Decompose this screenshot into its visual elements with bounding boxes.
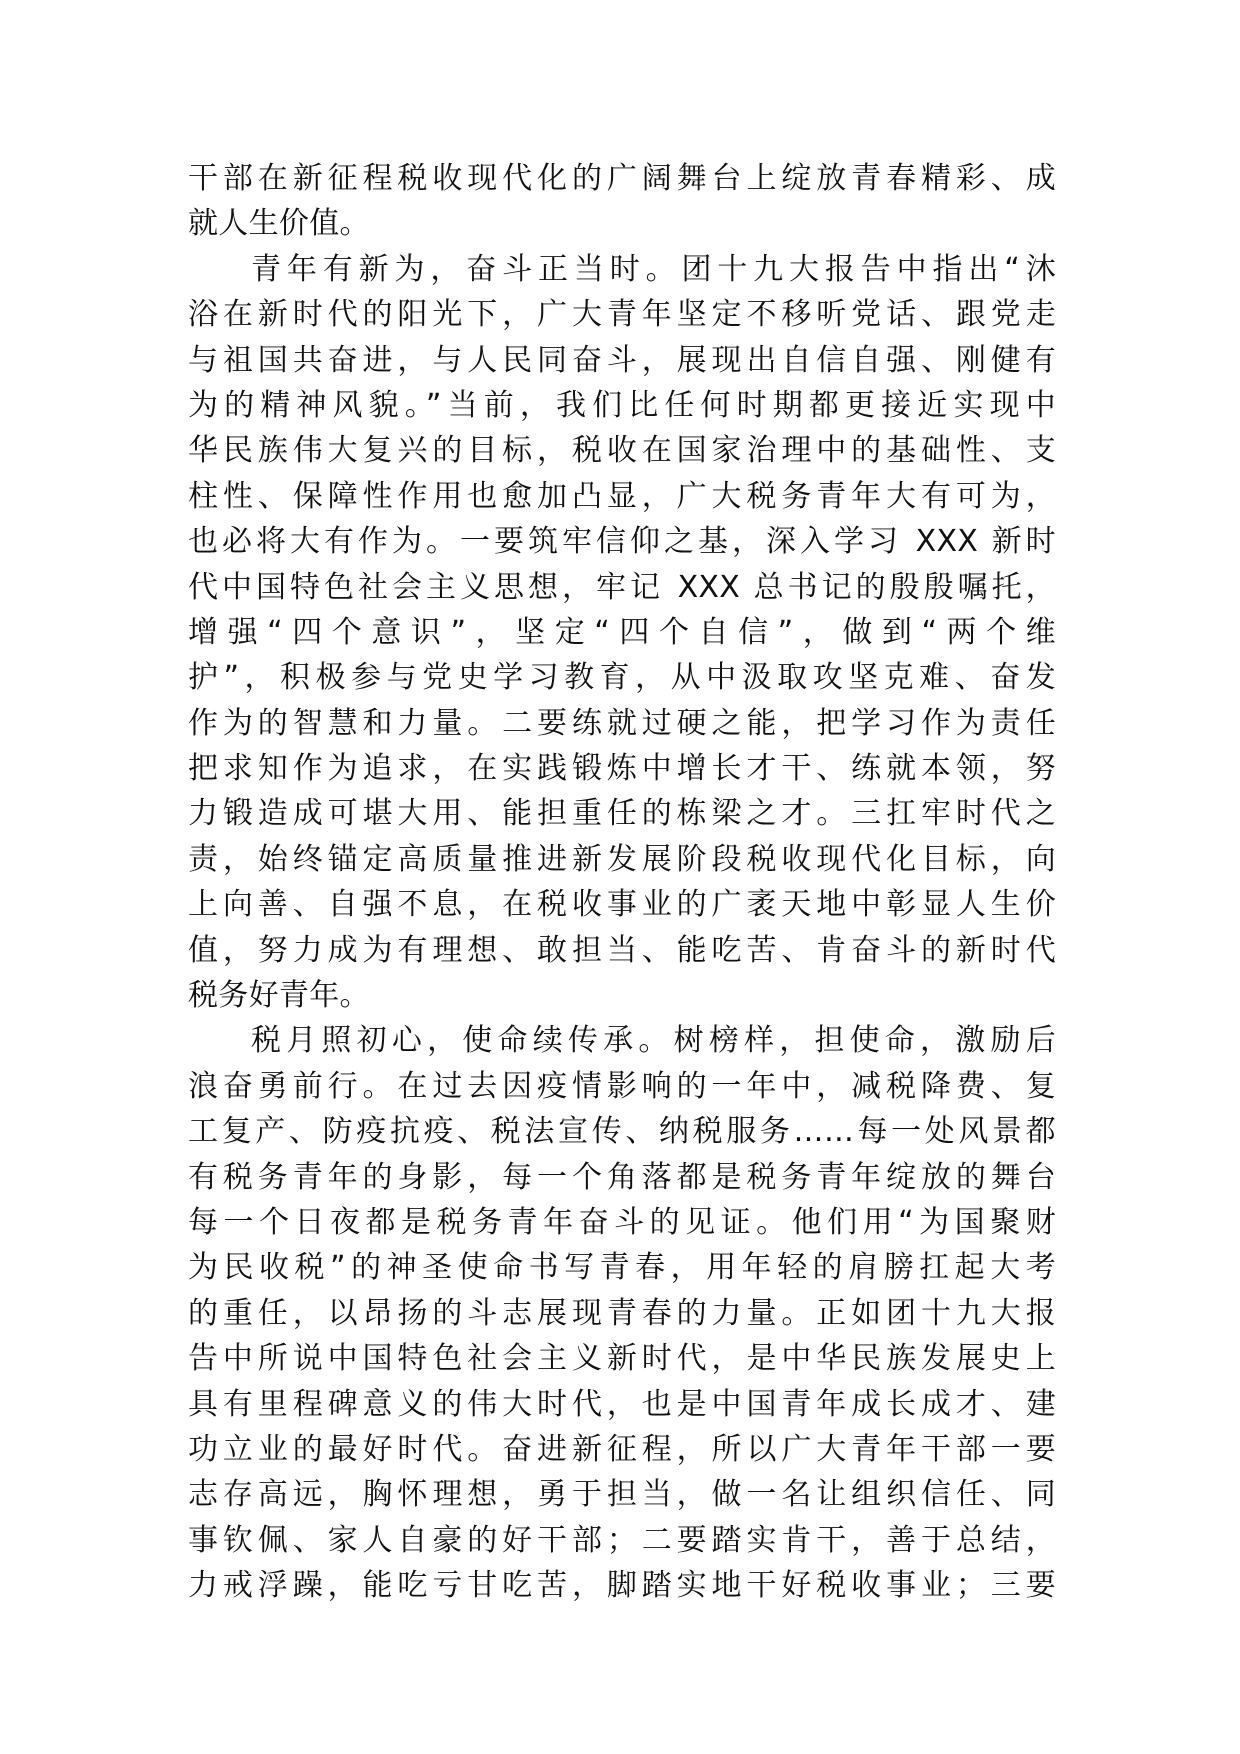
text-line: 与祖国共奋进，与人民同奋斗，展现出自信自强、刚健有 xyxy=(188,342,1056,378)
text-line: 柱性、保障性作用也愈加凸显，广大税务青年大有可为， xyxy=(188,478,1056,514)
text-line: 增强“四个意识”，坚定“四个自信”，做到“两个维 xyxy=(188,614,1056,650)
text-line: 也必将大有作为。一要筑牢信仰之基，深入学习 XXX 新时 xyxy=(188,524,1056,560)
text-line: 华民族伟大复兴的目标，税收在国家治理中的基础性、支 xyxy=(188,433,1056,469)
text-line: 告中所说中国特色社会主义新时代，是中华民族发展史上 xyxy=(188,1341,1056,1377)
text-line: 功立业的最好时代。奋进新征程，所以广大青年干部一要 xyxy=(188,1431,1056,1467)
text-line: 作为的智慧和力量。二要练就过硬之能，把学习作为责任 xyxy=(188,705,1056,741)
text-line: 值，努力成为有理想、敢担当、能吃苦、肯奋斗的新时代 xyxy=(188,932,1056,968)
text-line: 的重任，以昂扬的斗志展现青春的力量。正如团十九大报 xyxy=(188,1295,1056,1331)
text-line: 代中国特色社会主义思想，牢记 XXX 总书记的殷殷嘱托， xyxy=(188,569,1056,605)
text-line: 浪奋勇前行。在过去因疫情影响的一年中，减税降费、复 xyxy=(188,1068,1056,1104)
text-line: 责，始终锚定高质量推进新发展阶段税收现代化目标，向 xyxy=(188,841,1056,877)
text-line: 工复产、防疫抗疫、税法宣传、纳税服务……每一处风景都 xyxy=(188,1114,1056,1150)
text-line: 税月照初心，使命续传承。树榜样，担使命，激励后 xyxy=(251,1023,1056,1059)
text-line: 浴在新时代的阳光下，广大青年坚定不移听党话、跟党走 xyxy=(188,297,1056,333)
text-line: 具有里程碑意义的伟大时代，也是中国青年成长成才、建 xyxy=(188,1386,1056,1422)
text-line: 每一个日夜都是税务青年奋斗的见证。他们用“为国聚财 xyxy=(188,1204,1056,1240)
body-text xyxy=(188,156,1056,1609)
text-line: 税务好青年。 xyxy=(188,978,370,1014)
text-line: 把求知作为追求，在实践锻炼中增长才干、练就本领，努 xyxy=(188,751,1056,787)
text-line: 有税务青年的身影，每一个角落都是税务青年绽放的舞台 xyxy=(188,1159,1056,1195)
text-line: 力戒浮躁，能吃亏甘吃苦，脚踏实地干好税收事业；三要 xyxy=(188,1568,1056,1604)
text-line: 为民收税”的神圣使命书写青春，用年轻的肩膀扛起大考 xyxy=(188,1250,1056,1286)
text-line: 护”，积极参与党史学习教育，从中汲取攻坚克难、奋发 xyxy=(188,660,1056,696)
text-line: 为的精神风貌。”当前，我们比任何时期都更接近实现中 xyxy=(188,387,1056,423)
text-line: 就人生价值。 xyxy=(188,206,370,242)
text-line: 青年有新为，奋斗正当时。团十九大报告中指出“沐 xyxy=(251,251,1056,287)
text-line: 事钦佩、家人自豪的好干部；二要踏实肯干，善于总结， xyxy=(188,1522,1056,1558)
text-line: 上向善、自强不息，在税收事业的广袤天地中彰显人生价 xyxy=(188,887,1056,923)
text-line: 志存高远，胸怀理想，勇于担当，做一名让组织信任、同 xyxy=(188,1477,1056,1513)
text-line: 力锻造成可堪大用、能担重任的栋梁之才。三扛牢时代之 xyxy=(188,796,1056,832)
text-line: 干部在新征程税收现代化的广阔舞台上绽放青春精彩、成 xyxy=(188,161,1056,196)
